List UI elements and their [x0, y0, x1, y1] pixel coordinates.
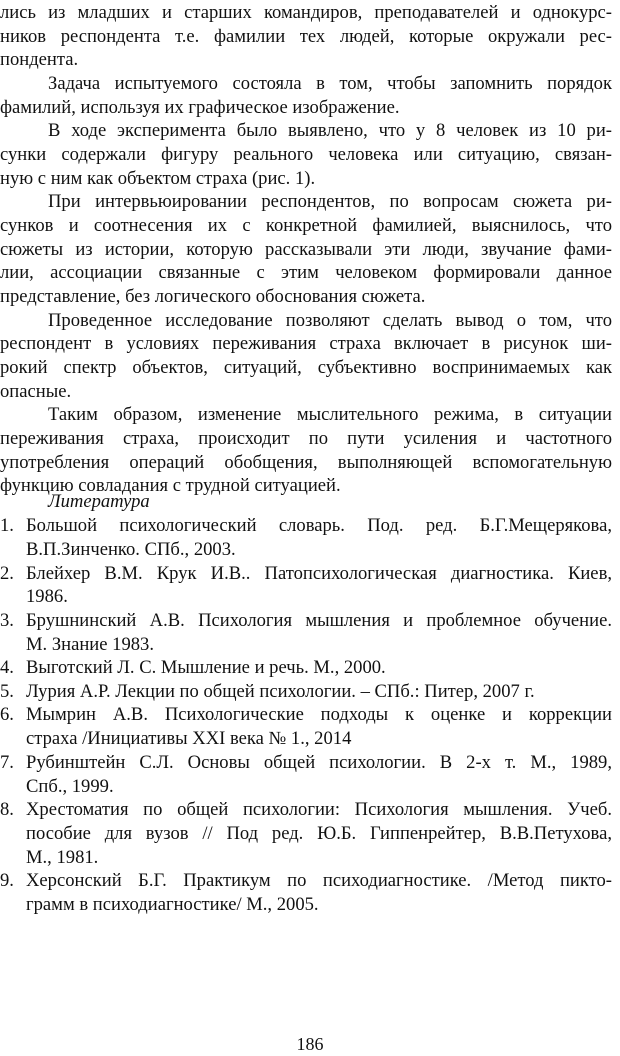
paragraph-line: сунки содержали фигуру реального человека или ситуацию, связан- [0, 144, 612, 165]
page-number: 186 [296, 1034, 324, 1054]
paragraph-line: представление, без логического обоснования сюжета. [0, 286, 426, 307]
paragraph-line: ников респондента т.е. фамилии тех людей, которые окружали рес- [0, 26, 612, 47]
reference-text: пособие для вузов // Под ред. Ю.Б. Гиппенрейтер, В.В.Петухова, [26, 823, 612, 844]
paragraph-line: фамилий, используя их графическое изображение. [0, 97, 400, 118]
paragraph-line: сюжеты из истории, которую рассказывали эти люди, звучание фами- [0, 239, 612, 260]
paragraph-line: переживания страха, происходит по пути усиления и частотного [0, 428, 612, 449]
reference-text: М., 1981. [26, 847, 99, 868]
reference-number: 4. [0, 657, 14, 678]
reference-text: М. Знание 1983. [26, 634, 154, 655]
paragraph-line: сунков и соотнесения их с конкретной фамилией, выяснилось, что [0, 215, 612, 236]
reference-text: Большой психологический словарь. Под. ред. Б.Г.Мещерякова, [26, 515, 612, 536]
paragraph-line: опасные. [0, 381, 72, 402]
reference-text: страха /Инициативы XXI века № 1., 2014 [26, 728, 352, 749]
paragraph-line: Проведенное исследование позволяют сделать вывод о том, что [48, 310, 612, 331]
paragraph-line: Таким образом, изменение мыслительного режима, в ситуации [48, 404, 612, 425]
reference-text: Выготский Л. С. Мышление и речь. М., 2000. [26, 657, 386, 678]
reference-text: Хрестоматия по общей психологии: Психология мышления. Учеб. [26, 799, 612, 820]
reference-text: В.П.Зинченко. СПб., 2003. [26, 539, 236, 560]
reference-text: Блейхер В.М. Крук И.В.. Патопсихологическая диагностика. Киев, [26, 563, 612, 584]
reference-text: Спб., 1999. [26, 776, 114, 797]
paragraph-line: В ходе эксперимента было выявлено, что у 8 человек из 10 ри- [48, 120, 612, 141]
paragraph-line: рокий спектр объектов, ситуаций, субъективно воспринимаемых как [0, 357, 612, 378]
literature-heading: Литература [48, 491, 150, 512]
paragraph-line: функцию совладания с трудной ситуацией. [0, 475, 341, 496]
paragraph-line: лись из младших и старших командиров, преподавателей и однокурс- [0, 2, 612, 23]
reference-text: Мымрин А.В. Психологические подходы к оценке и коррекции [26, 704, 612, 725]
reference-number: 1. [0, 515, 14, 536]
reference-text: Херсонский Б.Г. Практикум по психодиагностике. /Метод пикто- [26, 870, 612, 891]
paragraph-line: пондента. [0, 49, 79, 70]
reference-number: 3. [0, 610, 14, 631]
reference-number: 9. [0, 870, 14, 891]
paragraph-line: респондент в условиях переживания страха включает в рисунок ши- [0, 333, 612, 354]
reference-text: 1986. [26, 586, 68, 607]
paragraph-line: употребления операций обобщения, выполняющей вспомогательную [0, 452, 612, 473]
reference-text: Рубинштейн С.Л. Основы общей психологии. В 2-х т. М., 1989, [26, 752, 612, 773]
paragraph-line: Задача испытуемого состояла в том, чтобы запомнить порядок [48, 73, 612, 94]
reference-number: 6. [0, 704, 14, 725]
reference-text: Брушнинский А.В. Психология мышления и проблемное обучение. [26, 610, 612, 631]
reference-number: 7. [0, 752, 14, 773]
paragraph-line: лии, ассоциации связанные с этим человеком формировали данное [0, 262, 612, 283]
reference-text: грамм в психодиагностике/ М., 2005. [26, 894, 319, 915]
reference-number: 2. [0, 563, 14, 584]
reference-number: 5. [0, 681, 14, 702]
paragraph-line: ную с ним как объектом страха (рис. 1). [0, 168, 316, 189]
paragraph-line: При интервьюировании респондентов, по вопросам сюжета ри- [48, 191, 612, 212]
reference-text: Лурия А.Р. Лекции по общей психологии. – СПб.: Питер, 2007 г. [26, 681, 535, 702]
reference-number: 8. [0, 799, 14, 820]
